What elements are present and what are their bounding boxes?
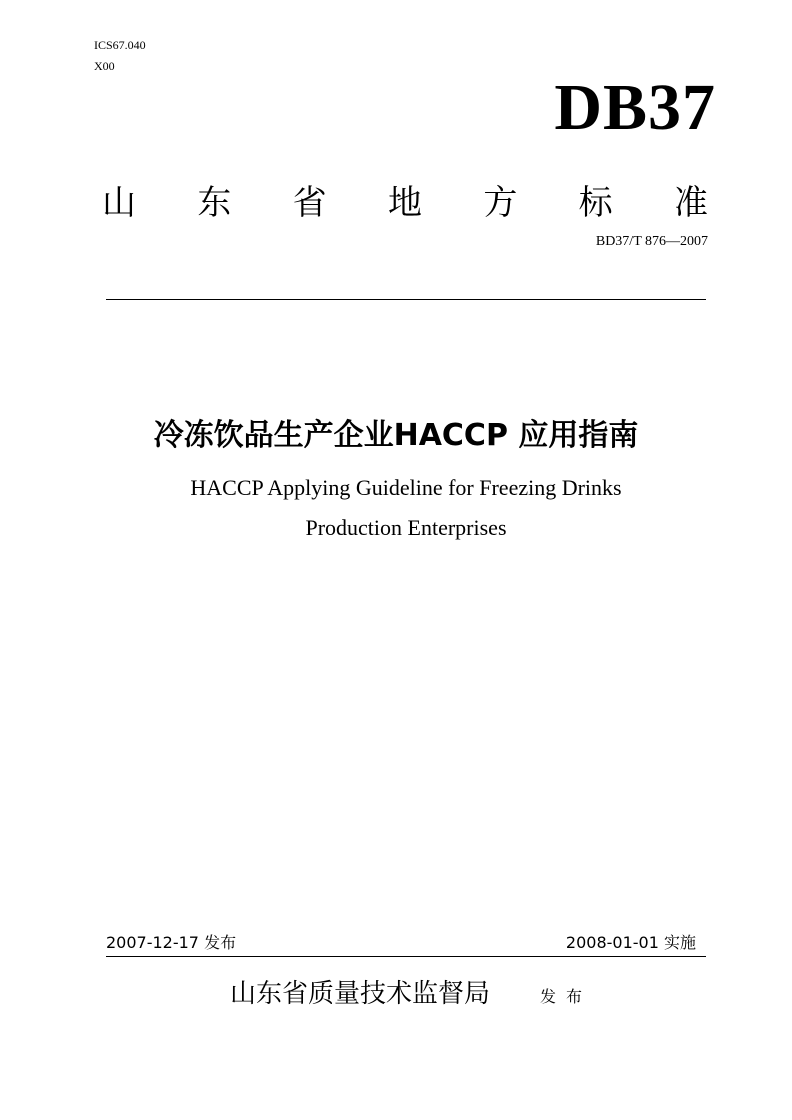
standard-type-heading <box>102 183 708 223</box>
implementation-date: 2008-01-01 实施 <box>565 933 696 952</box>
standard-number: BD37/T 876—2007 <box>595 234 708 249</box>
document-title-chinese: 冷冻饮品生产企业HACCP 应用指南 <box>153 418 639 453</box>
document-title-english-line1: HACCP Applying Guideline for Freezing Drinks <box>190 475 622 500</box>
standard-type-char: 准 <box>673 183 708 223</box>
publishing-authority: 山东省质量技术监督局 <box>230 979 491 1009</box>
standard-type-char: 山 <box>102 183 136 223</box>
classification-code: X00 <box>94 59 115 73</box>
ics-code: ICS67.040 <box>94 38 146 52</box>
standard-type-char: 地 <box>387 183 422 223</box>
issue-date: 2007-12-17 发布 <box>106 933 237 952</box>
standard-type-char: 标 <box>578 183 613 223</box>
top-divider <box>106 299 706 300</box>
publish-label: 发布 <box>540 987 593 1006</box>
bottom-divider <box>106 956 706 957</box>
document-title-english-line2: Production Enterprises <box>305 515 507 540</box>
standard-type-char: 省 <box>292 183 327 223</box>
standard-type-char: 方 <box>483 183 518 223</box>
standard-logo-code: DB37 <box>554 71 716 144</box>
standard-type-char: 东 <box>197 183 232 223</box>
